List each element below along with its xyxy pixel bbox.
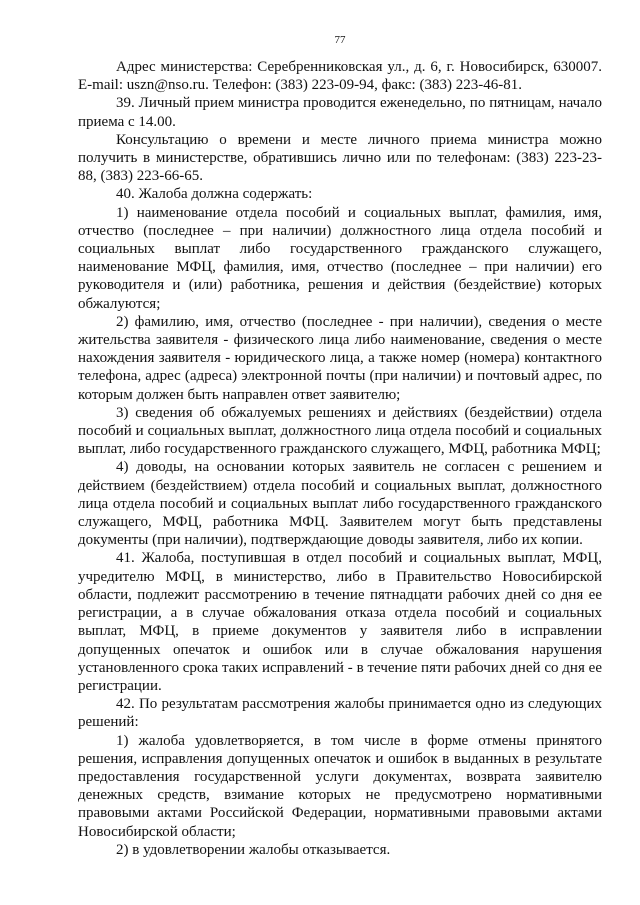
paragraph-42-item-2: 2) в удовлетворении жалобы отказывается. <box>116 841 391 858</box>
paragraph-39: 39. Личный прием министра проводится еженедельно, по пятницам, начало приема с 14.00. <box>78 95 602 130</box>
paragraph-consultation: Консультацию о времени и месте личного приема министра можно получить в министерстве, обратившись лично или по телефонам: (383) 223-23-88, (383) 223-66-65. <box>78 131 602 185</box>
paragraph-40-item-1: 1) наименование отдела пособий и социальных выплат, фамилия, имя, отчество (последнее – при наличии) должностного лица отдела пособий и социальных выплат либо государственного гражданского служащего, наименование МФЦ, фамилия, имя, отчество (последнее – при наличии) его руководителя и (или) работника, решения и действия (бездействие) которых обжалуются; <box>78 204 602 312</box>
paragraph-40-item-4: 4) доводы, на основании которых заявитель не согласен с решением и действием (бездействием) отдела пособий и социальных выплат, должностного лица отдела пособий и социальных выплат либо государственного гражданского служащего, МФЦ, работника МФЦ. Заявителем могут быть представлены документы (при наличии), подтверждающие доводы заявителя, либо их копии. <box>78 459 602 549</box>
document-page <box>78 34 602 859</box>
paragraph-40-item-3: 3) сведения об обжалуемых решениях и действиях (бездействии) отдела пособий и социальных выплат, должностного лица отдела пособий и социальных выплат, либо государственного гражданского служащего, МФЦ, работника МФЦ; <box>78 404 602 458</box>
page-number: 77 <box>334 34 346 46</box>
paragraph-ministry-address: Адрес министерства: Серебренниковская ул., д. 6, г. Новосибирск, 630007. E-mail: uszn@nso.ru. Телефон: (383) 223-09-94, факс: (383) 223-46-81. <box>78 59 602 94</box>
paragraph-41: 41. Жалоба, поступившая в отдел пособий и социальных выплат, МФЦ, учредителю МФЦ, в министерство, либо в Правительство Новосибирской области, подлежит рассмотрению в течение пятнадцати рабочих дней со дня ее регистрации, а в случае обжалования отказа отдела пособий и социальных выплат, МФЦ, в приеме документов у заявителя либо в исправлении допущенных опечаток и ошибок или в случае обжалования нарушения установленного срока таких исправлений - в течение пяти рабочих дней со дня ее регистрации. <box>78 550 602 694</box>
paragraph-42: 42. По результатам рассмотрения жалобы принимается одно из следующих решений: <box>78 696 602 731</box>
paragraph-42-item-1: 1) жалоба удовлетворяется, в том числе в форме отмены принятого решения, исправления допущенных опечаток и ошибок в выданных в результате предоставления государственной услуги документах, возврата заявителю денежных средств, взимание которых не предусмотрено нормативными правовыми актами Российской Федерации, нормативными правовыми актами Новосибирской области; <box>78 732 602 840</box>
paragraph-40-item-2: 2) фамилию, имя, отчество (последнее - при наличии), сведения о месте жительства заявителя - физического лица либо наименование, сведения о месте нахождения заявителя - юридического лица, а также номер (номера) контактного телефона, адрес (адреса) электронной почты (при наличии) и почтовый адрес, по которым должен быть направлен ответ заявителю; <box>78 313 602 403</box>
paragraph-40: 40. Жалоба должна содержать: <box>116 186 313 203</box>
